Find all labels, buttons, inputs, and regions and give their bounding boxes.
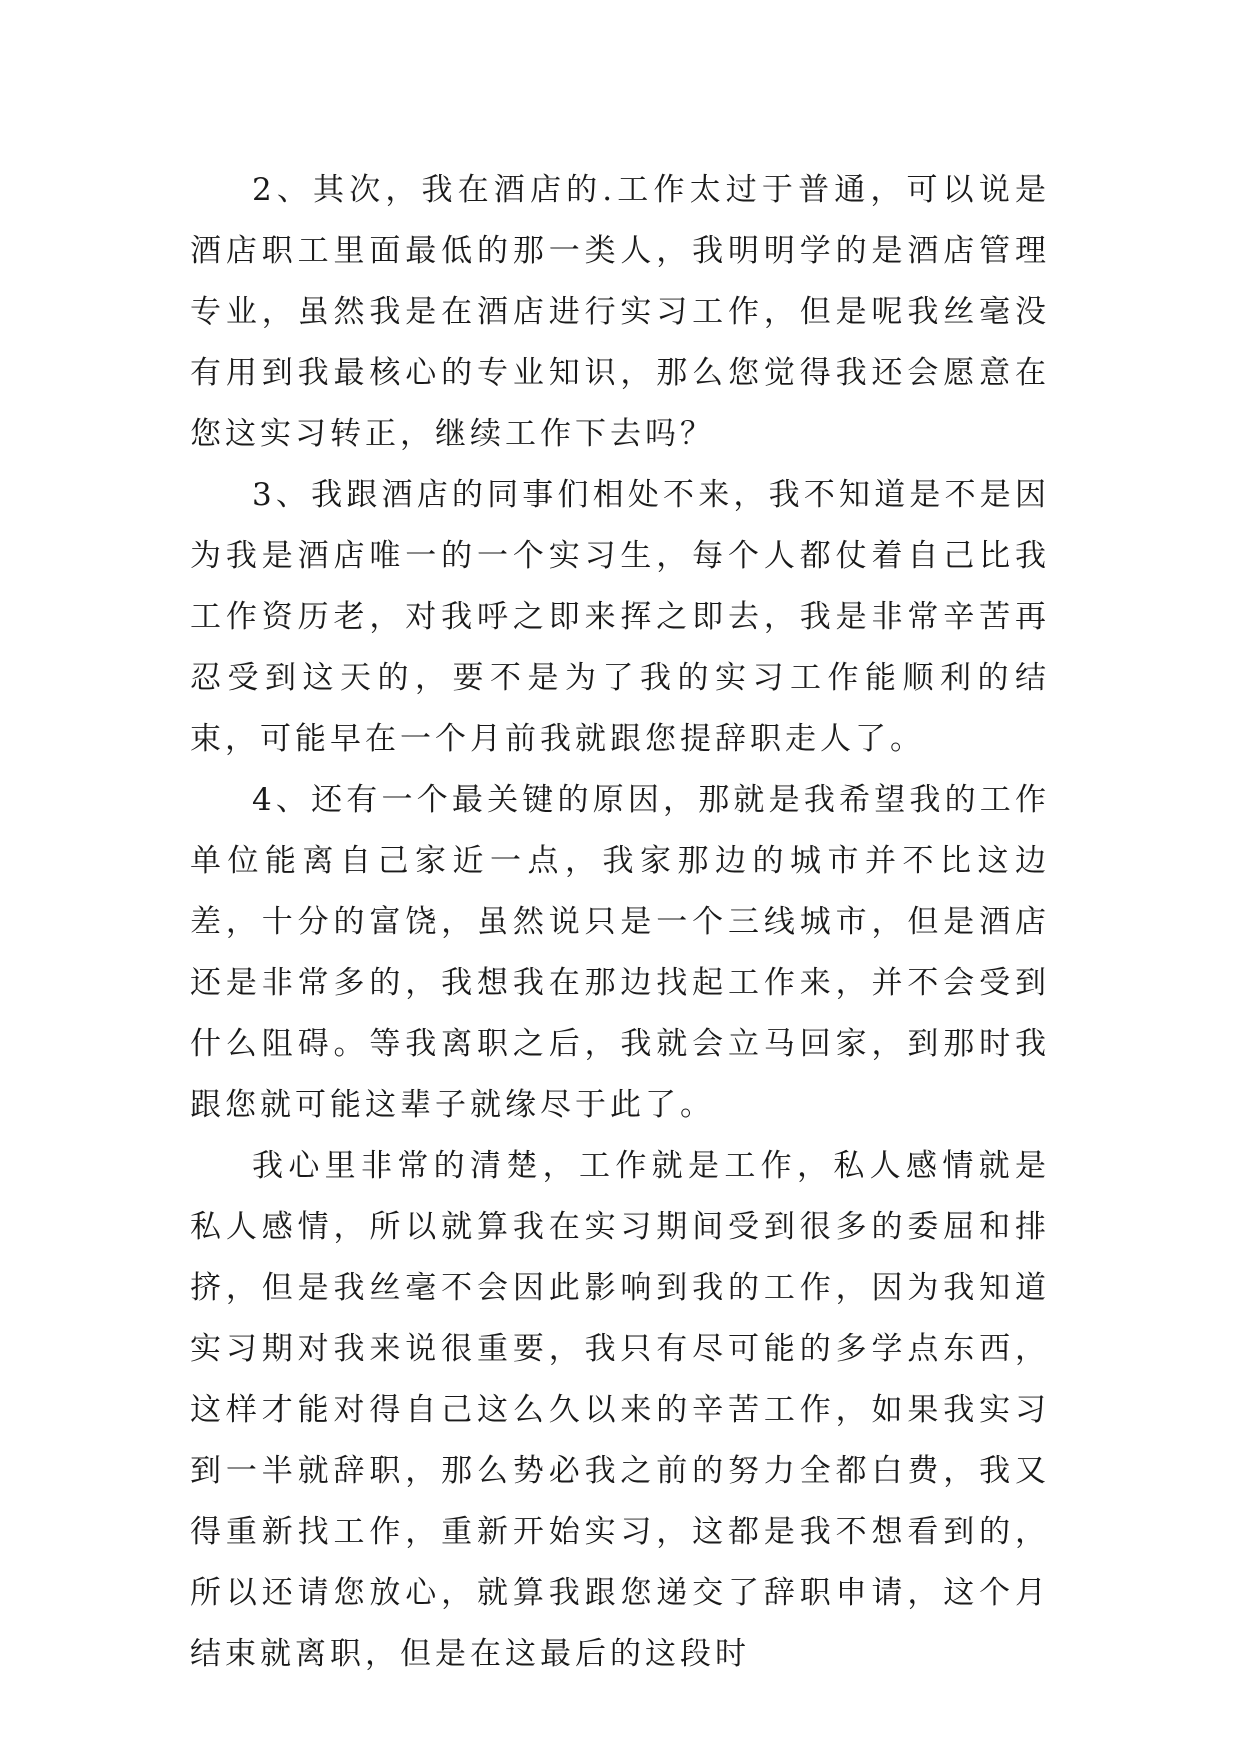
paragraph-closing: 我心里非常的清楚，工作就是工作，私人感情就是私人感情，所以就算我在实习期间受到很多的委屈和排挤，但是我丝毫不会因此影响到我的工作，因为我知道实习期对我来说很重要，我只有尽可能的多学点东西，这样才能对得自己这么久以来的辛苦工作，如果我实习到一半就辞职，那么势必我之前的努力全都白费，我又得重新找工作，重新开始实习，这都是我不想看到的，所以还请您放心，就算我跟您递交了辞职申请，这个月结束就离职，但是在这最后的这段时 bbox=[190, 1148, 1050, 1672]
paragraph-reason-3: 3、我跟酒店的同事们相处不来，我不知道是不是因为我是酒店唯一的一个实习生，每个人都仗着自己比我工作资历老，对我呼之即来挥之即去，我是非常辛苦再忍受到这天的，要不是为了我的实习工作能顺利的结束，可能早在一个月前我就跟您提辞职走人了。 bbox=[190, 477, 1050, 757]
document-body bbox=[190, 160, 1050, 1685]
paragraph-reason-2: 2、其次，我在酒店的.工作太过于普通，可以说是酒店职工里面最低的那一类人，我明明学的是酒店管理专业，虽然我是在酒店进行实习工作，但是呢我丝毫没有用到我最核心的专业知识，那么您觉得我还会愿意在您这实习转正，继续工作下去吗？ bbox=[190, 172, 1050, 452]
paragraph-reason-4: 4、还有一个最关键的原因，那就是我希望我的工作单位能离自己家近一点，我家那边的城市并不比这边差，十分的富饶，虽然说只是一个三线城市，但是酒店还是非常多的，我想我在那边找起工作来，并不会受到什么阻碍。等我离职之后，我就会立马回家，到那时我跟您就可能这辈子就缘尽于此了。 bbox=[190, 782, 1050, 1123]
